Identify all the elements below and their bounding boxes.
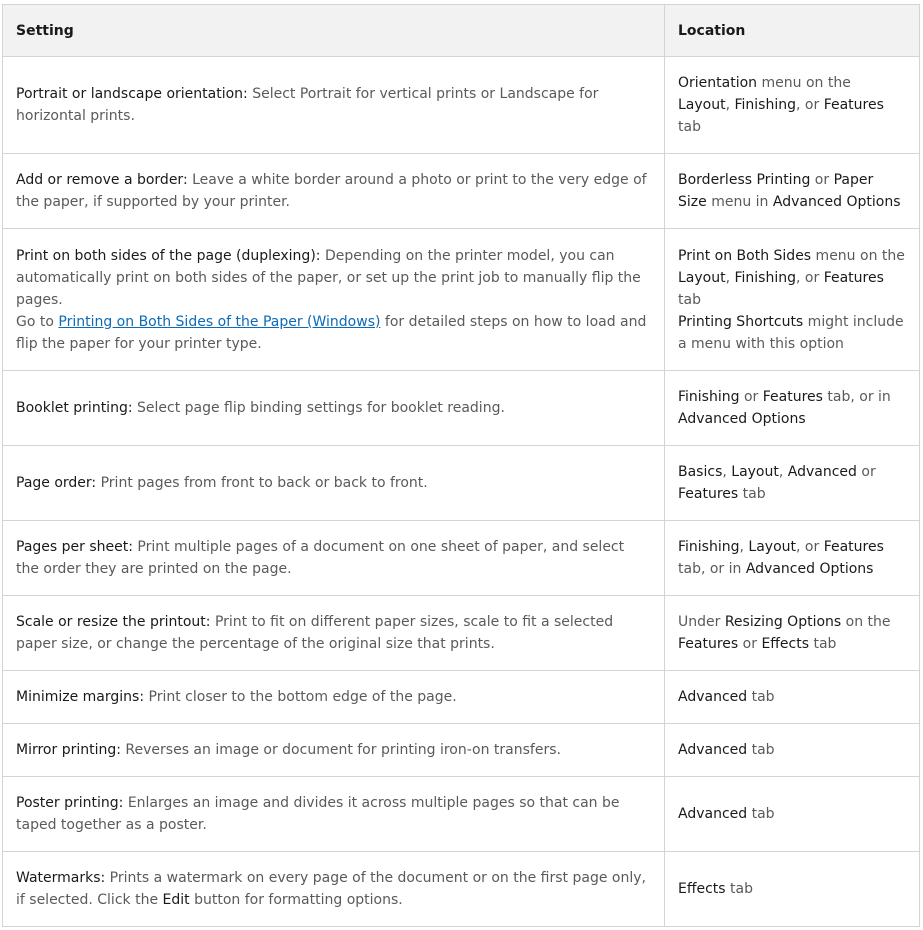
location-keyword: Layout (748, 539, 797, 555)
setting-description: Select page flip binding settings for booklet reading. (132, 400, 505, 416)
setting-title: Minimize margins: (16, 689, 145, 705)
location-keyword: Advanced Options (772, 194, 901, 210)
location-cell (665, 852, 920, 927)
setting-title: Add or remove a border: (16, 172, 188, 188)
goto-text: Go to (16, 313, 59, 330)
setting-title: Pages per sheet: (16, 539, 133, 555)
setting-title: Portrait or landscape orientation: (16, 86, 248, 102)
table-row (3, 446, 920, 521)
goto-after: for detailed steps on how to load and flip the paper for your printer type. (16, 313, 647, 352)
duplex-help-link[interactable]: Printing on Both Sides of the Paper (Windows) (58, 313, 381, 330)
setting-title: Page order: (16, 475, 97, 491)
table-row (3, 521, 920, 596)
location-cell (665, 229, 920, 371)
setting-description: Print multiple pages of a document on one sheet of paper, and select the order they are printed on the page. (16, 539, 625, 577)
location-cell (665, 521, 920, 596)
setting-description: Print to fit on different paper sizes, scale to fit a selected paper size, or change the percentage of the original size that prints. (16, 614, 614, 652)
location-text: , (778, 464, 788, 480)
location-cell (665, 154, 920, 229)
location-text: menu on the (757, 75, 851, 91)
location-keyword: Print on Both Sides (678, 247, 812, 264)
setting-cell (3, 724, 665, 777)
table-header-row (3, 5, 920, 57)
setting-cell (3, 777, 665, 852)
location-text: menu on the (811, 247, 905, 264)
setting-description: button for formatting options. (189, 892, 403, 908)
setting-description: Reverses an image or document for printing iron-on transfers. (120, 742, 561, 758)
location-text: tab (809, 636, 837, 652)
location-text: or (738, 636, 762, 652)
table-row (3, 852, 920, 927)
location-cell (665, 371, 920, 446)
location-keyword: Features (762, 389, 823, 405)
setting-title: Watermarks: (16, 870, 106, 886)
location-text: tab (678, 291, 701, 308)
table-row (3, 154, 920, 229)
setting-cell (3, 521, 665, 596)
location-cell (665, 724, 920, 777)
location-keyword: Advanced Options (678, 411, 806, 427)
location-keyword: Effects (678, 881, 726, 897)
location-text: tab (747, 689, 775, 705)
location-keyword: Advanced (678, 742, 748, 758)
location-keyword: Features (823, 539, 884, 555)
location-keyword: Finishing (734, 97, 797, 113)
location-keyword: Borderless Printing (678, 172, 811, 188)
location-text: , (739, 539, 749, 555)
location-keyword: Features (678, 486, 739, 502)
table-row (3, 596, 920, 671)
table-row (3, 371, 920, 446)
location-text: or (739, 389, 763, 405)
setting-title: Poster printing: (16, 795, 124, 811)
setting-description: Enlarges an image and divides it across multiple pages so that can be taped together as a poster. (16, 795, 620, 833)
setting-description: Depending on the printer model, you can automatically print on both sides of the paper, or set up the print job to manually flip the pages. (16, 247, 641, 308)
location-keyword: Layout (678, 269, 726, 286)
location-text: , or (796, 539, 824, 555)
location-text: Under (678, 614, 725, 630)
location-keyword: Effects (761, 636, 810, 652)
location-text: tab, or in (822, 389, 891, 405)
setting-description: Select Portrait for vertical prints or Landscape for horizontal prints. (16, 86, 599, 124)
table-row (3, 724, 920, 777)
location-cell (665, 446, 920, 521)
location-text: , (725, 97, 735, 113)
location-text: tab, or in (678, 561, 746, 577)
location-keyword: Features (823, 97, 884, 113)
setting-description: Leave a white border around a photo or print to the very edge of the paper, if supported by your printer. (16, 172, 647, 210)
location-text: tab (738, 486, 766, 502)
location-text: or (856, 464, 876, 480)
setting-cell (3, 371, 665, 446)
location-text: or (810, 172, 834, 188)
location-keyword: Finishing (678, 389, 740, 405)
setting-keyword: Edit (162, 892, 190, 908)
location-keyword: Printing Shortcuts (678, 313, 804, 330)
location-text: tab (725, 881, 753, 897)
location-cell (665, 57, 920, 154)
location-text: tab (747, 742, 775, 758)
setting-cell (3, 852, 665, 927)
goto-line (16, 311, 651, 355)
location-keyword: Advanced (787, 464, 857, 480)
location-cell (665, 596, 920, 671)
location-keyword: Features (823, 269, 884, 286)
setting-title: Booklet printing: (16, 400, 133, 416)
location-text: , (725, 269, 735, 286)
settings-table (2, 4, 920, 927)
location-keyword: Resizing Options (724, 614, 842, 630)
setting-title: Print on both sides of the page (duplexing): (16, 247, 321, 264)
setting-cell (3, 229, 665, 371)
setting-cell (3, 596, 665, 671)
table-row (3, 777, 920, 852)
location-keyword: Advanced Options (745, 561, 874, 577)
location-keyword: Orientation (678, 75, 758, 91)
location-text: menu in (706, 194, 773, 210)
location-text: , (722, 464, 732, 480)
table-row (3, 229, 920, 371)
location-keyword: Paper Size (678, 172, 874, 210)
location-line (678, 311, 906, 355)
setting-cell (3, 154, 665, 229)
setting-title: Mirror printing: (16, 742, 121, 758)
setting-column-header: Setting (3, 5, 665, 57)
location-column-header: Location (665, 5, 920, 57)
location-cell (665, 777, 920, 852)
location-keyword: Finishing (734, 269, 797, 286)
location-cell (665, 671, 920, 724)
setting-description: Print closer to the bottom edge of the page. (144, 689, 457, 705)
location-text: tab (747, 806, 775, 822)
setting-title: Scale or resize the printout: (16, 614, 211, 630)
location-text: , or (796, 269, 824, 286)
setting-cell (3, 446, 665, 521)
location-text: might include a menu with this option (678, 313, 904, 352)
table-row (3, 671, 920, 724)
setting-cell (3, 57, 665, 154)
table-row (3, 57, 920, 154)
location-keyword: Features (678, 636, 739, 652)
location-keyword: Advanced (678, 689, 748, 705)
location-keyword: Advanced (678, 806, 748, 822)
location-keyword: Layout (678, 97, 726, 113)
location-text: tab (678, 119, 701, 135)
location-keyword: Layout (731, 464, 779, 480)
setting-description: Print pages from front to back or back to front. (96, 475, 428, 491)
location-text: , or (796, 97, 824, 113)
location-keyword: Basics (678, 464, 723, 480)
location-text: on the (841, 614, 891, 630)
location-keyword: Finishing (678, 539, 740, 555)
setting-cell (3, 671, 665, 724)
setting-description: Prints a watermark on every page of the document or on the first page only, if selected. Click the (16, 870, 646, 908)
